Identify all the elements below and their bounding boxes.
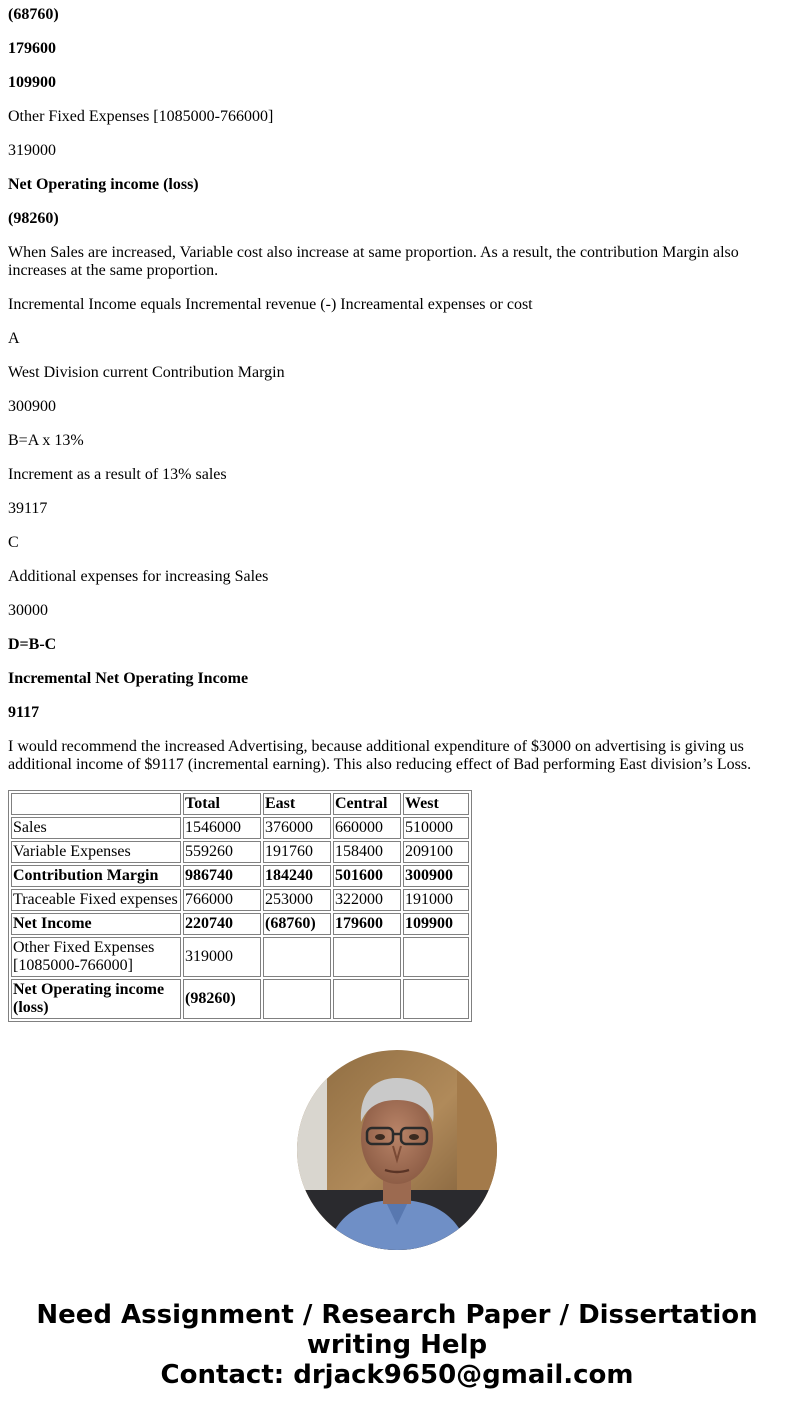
table-header-row bbox=[11, 793, 469, 815]
text-line: B=A x 13% bbox=[8, 432, 84, 449]
table-row bbox=[11, 865, 469, 887]
text-line: (98260) bbox=[8, 210, 59, 227]
table-row bbox=[11, 841, 469, 863]
table-cell: 253000 bbox=[263, 889, 331, 911]
table-header-cell bbox=[11, 793, 181, 815]
table-cell bbox=[403, 937, 469, 977]
table-cell: 209100 bbox=[403, 841, 469, 863]
explanation-paragraph: When Sales are increased, Variable cost also increase at same proportion. As a result, the contribution Margin also increases at the same proportion. bbox=[8, 244, 739, 279]
text-line: 179600 bbox=[8, 40, 56, 57]
table-cell bbox=[333, 979, 401, 1019]
table-cell: 220740 bbox=[183, 913, 261, 935]
table-cell: 501600 bbox=[333, 865, 401, 887]
table-cell: 158400 bbox=[333, 841, 401, 863]
text-line: Net Operating income (loss) bbox=[8, 176, 199, 193]
table-cell: 184240 bbox=[263, 865, 331, 887]
table-cell: 766000 bbox=[183, 889, 261, 911]
table-header-cell: Total bbox=[183, 793, 261, 815]
table-cell: 510000 bbox=[403, 817, 469, 839]
text-line: 300900 bbox=[8, 398, 56, 415]
footer-contact: Contact: drjack9650@gmail.com bbox=[160, 1360, 634, 1390]
table-cell: Traceable Fixed expenses bbox=[11, 889, 181, 911]
footer-headline: Need Assignment / Research Paper / Dissertation writing Help bbox=[36, 1300, 758, 1360]
table-cell: 660000 bbox=[333, 817, 401, 839]
table-cell: 179600 bbox=[333, 913, 401, 935]
table-cell bbox=[263, 937, 331, 977]
table-row bbox=[11, 913, 469, 935]
table-cell: 376000 bbox=[263, 817, 331, 839]
table-cell: 109900 bbox=[403, 913, 469, 935]
table-header-cell: Central bbox=[333, 793, 401, 815]
table-cell: Variable Expenses bbox=[11, 841, 181, 863]
text-line: 319000 bbox=[8, 142, 56, 159]
table-cell: Contribution Margin bbox=[11, 865, 181, 887]
table-row bbox=[11, 937, 469, 977]
text-line: (68760) bbox=[8, 6, 59, 23]
text-line: C bbox=[8, 534, 19, 551]
table-cell bbox=[333, 937, 401, 977]
table-cell: 986740 bbox=[183, 865, 261, 887]
table-cell: 319000 bbox=[183, 937, 261, 977]
table-cell: Other Fixed Expenses [1085000-766000] bbox=[11, 937, 181, 977]
author-portrait bbox=[297, 1050, 497, 1250]
table-cell: Net Operating income (loss) bbox=[11, 979, 181, 1019]
text-line: 9117 bbox=[8, 704, 40, 721]
text-line: Other Fixed Expenses [1085000-766000] bbox=[8, 108, 274, 125]
table-cell: (68760) bbox=[263, 913, 331, 935]
explanation-paragraph: Incremental Income equals Incremental revenue (-) Increamental expenses or cost bbox=[8, 296, 533, 313]
text-line: Incremental Net Operating Income bbox=[8, 670, 249, 687]
table-header-cell: East bbox=[263, 793, 331, 815]
text-line: 109900 bbox=[8, 74, 56, 91]
table-cell: Sales bbox=[11, 817, 181, 839]
document-body bbox=[0, 6, 794, 1022]
table-cell: 1546000 bbox=[183, 817, 261, 839]
incremental-analysis bbox=[8, 330, 786, 722]
recommendation-paragraph: I would recommend the increased Advertising, because additional expenditure of $3000 on advertising is giving us additional income of $9117 (incremental earning). This also reducing effect of Bad performing East division’s Loss. bbox=[8, 738, 752, 773]
table-row bbox=[11, 979, 469, 1019]
text-line: Increment as a result of 13% sales bbox=[8, 466, 227, 483]
summary-lines bbox=[8, 6, 786, 228]
table-cell bbox=[263, 979, 331, 1019]
text-line: West Division current Contribution Margin bbox=[8, 364, 285, 381]
financial-table bbox=[8, 790, 472, 1022]
author-avatar bbox=[297, 1050, 497, 1250]
text-line: D=B-C bbox=[8, 636, 57, 653]
table-cell bbox=[403, 979, 469, 1019]
table-cell: 191760 bbox=[263, 841, 331, 863]
footer-banner bbox=[0, 1300, 794, 1390]
table-cell: Net Income bbox=[11, 913, 181, 935]
text-line: A bbox=[8, 330, 20, 347]
table-row bbox=[11, 817, 469, 839]
text-line: 39117 bbox=[8, 500, 48, 517]
table-cell: 559260 bbox=[183, 841, 261, 863]
text-line: 30000 bbox=[8, 602, 48, 619]
table-cell: 300900 bbox=[403, 865, 469, 887]
table-header-cell: West bbox=[403, 793, 469, 815]
table-row bbox=[11, 889, 469, 911]
table-cell: 322000 bbox=[333, 889, 401, 911]
table-cell: (98260) bbox=[183, 979, 261, 1019]
text-line: Additional expenses for increasing Sales bbox=[8, 568, 269, 585]
table-cell: 191000 bbox=[403, 889, 469, 911]
